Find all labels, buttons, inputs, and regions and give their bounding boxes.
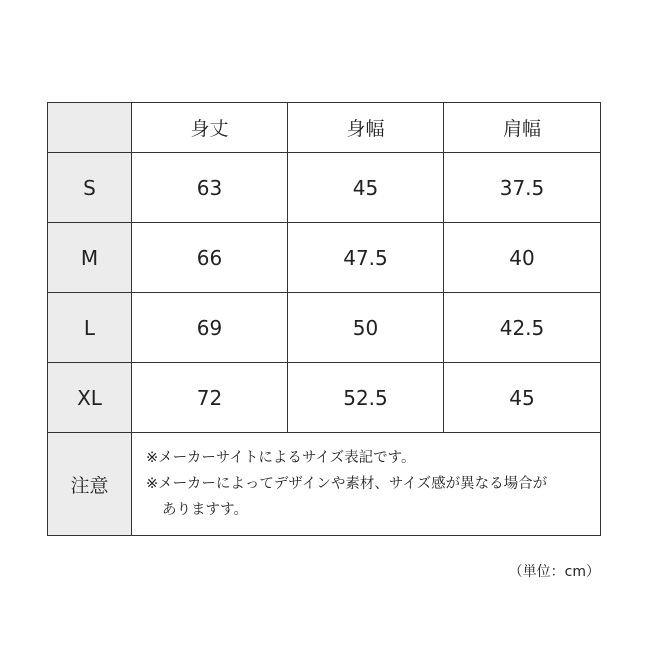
- size-label: XL: [48, 363, 132, 433]
- table-cell: 63: [132, 153, 288, 223]
- note-line: ありますす。: [162, 502, 248, 518]
- table-cell: 66: [132, 223, 288, 293]
- table-cell: 45: [444, 363, 601, 433]
- table-cell: 45: [288, 153, 444, 223]
- table-cell: 40: [444, 223, 601, 293]
- table-cell: 50: [288, 293, 444, 363]
- table-cell: 52.5: [288, 363, 444, 433]
- size-label: M: [48, 223, 132, 293]
- table-cell: 69: [132, 293, 288, 363]
- table-cell: 47.5: [288, 223, 444, 293]
- table-row: [48, 223, 601, 293]
- header-length: 身丈: [132, 103, 288, 153]
- size-table: [47, 102, 601, 536]
- table-cell: 37.5: [444, 153, 601, 223]
- table-row: [48, 363, 601, 433]
- header-corner-cell: [48, 103, 132, 153]
- note-label: 注意: [48, 433, 132, 536]
- size-label: S: [48, 153, 132, 223]
- table-cell: 72: [132, 363, 288, 433]
- header-row: [48, 103, 601, 153]
- note-text: [132, 433, 601, 536]
- size-label: L: [48, 293, 132, 363]
- unit-label: （単位：cm）: [508, 564, 600, 580]
- header-shoulder-width: 肩幅: [444, 103, 601, 153]
- table-row: [48, 153, 601, 223]
- note-line: ※メーカーサイトによるサイズ表記です。: [146, 450, 416, 466]
- note-row: [48, 433, 601, 536]
- note-line: ※メーカーによってデザインや素材、サイズ感が異なる場合が: [146, 476, 548, 492]
- header-body-width: 身幅: [288, 103, 444, 153]
- table-cell: 42.5: [444, 293, 601, 363]
- table-row: [48, 293, 601, 363]
